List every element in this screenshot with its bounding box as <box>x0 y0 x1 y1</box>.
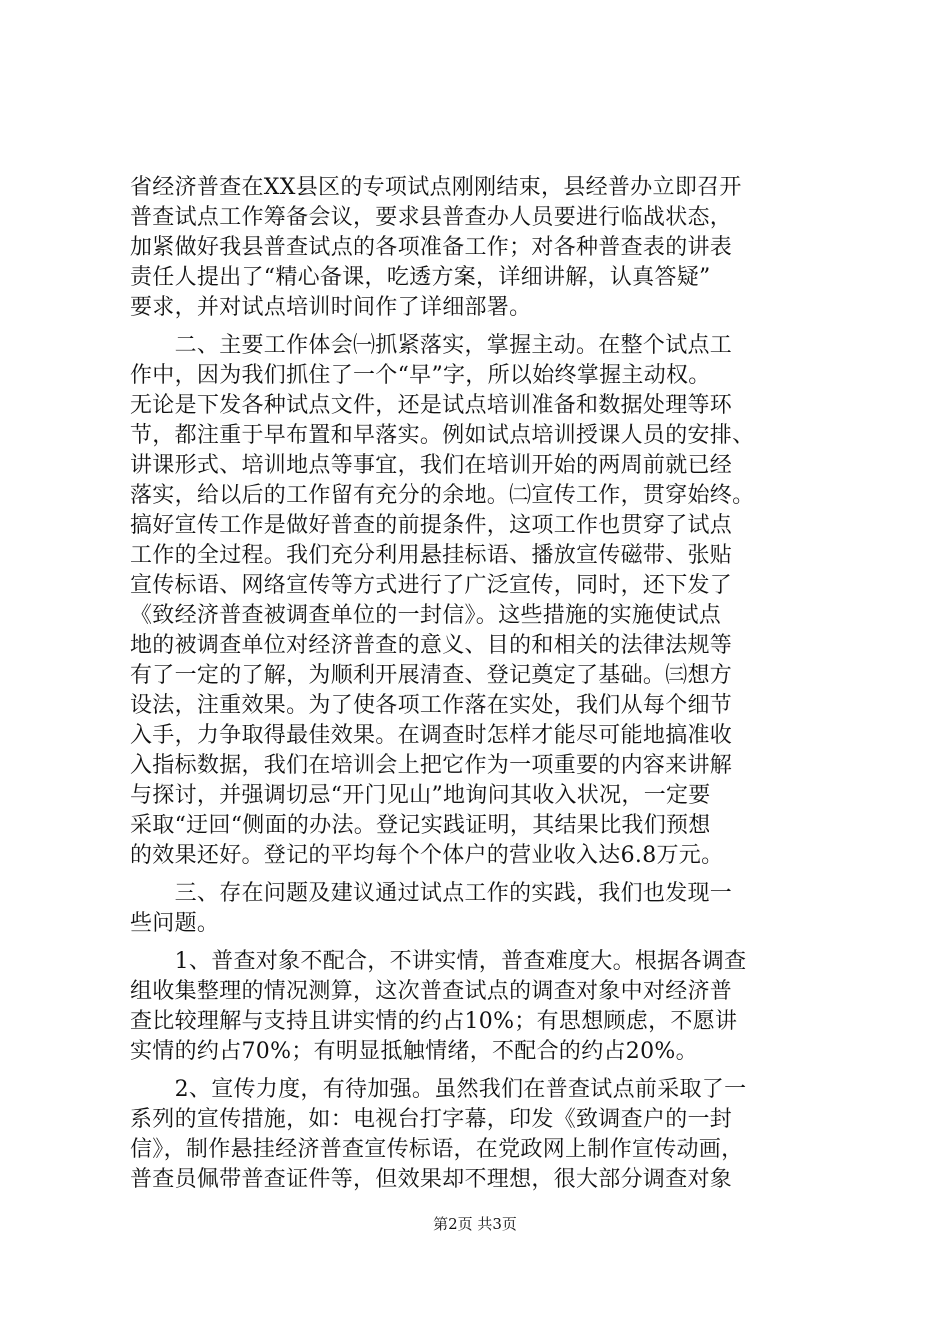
text-line: 要求，并对试点培训时间作了详细部署。 <box>130 295 532 320</box>
page-footer <box>0 1214 950 1234</box>
text-line: 责任人提出了“精心备课，吃透方案，详细讲解，认真答疑” <box>130 265 711 290</box>
text-line: 采取“迂回“侧面的办法。登记实践证明，其结果比我们预想 <box>130 813 711 838</box>
text-line: 二、主要工作体会㈠抓紧落实，掌握主动。在整个试点工 <box>130 333 733 358</box>
text-line: 《致经济普查被调查单位的一封信》。这些措施的实施使试点 <box>130 603 722 628</box>
text-line: 信》，制作悬挂经济普查宣传标语，在党政网上制作宣传动画， <box>130 1137 744 1162</box>
text-line: 省经济普查在XX县区的专项试点刚刚结束，县经普办立即召开 <box>130 175 742 200</box>
document-body <box>130 173 830 1195</box>
text-line: 无论是下发各种试点文件，还是试点培训准备和数据处理等环 <box>130 393 733 418</box>
text-line: 三、存在问题及建议通过试点工作的实践，我们也发现一 <box>130 881 733 906</box>
text-line: 有了一定的了解，为顺利开展清查、登记奠定了基础。㈢想方 <box>130 663 733 688</box>
text-line: 设法，注重效果。为了使各项工作落在实处，我们从每个细节 <box>130 693 733 718</box>
text-line: 工作的全过程。我们充分利用悬挂标语、播放宣传磁带、张贴 <box>130 543 733 568</box>
text-line: 查比较理解与支持且讲实情的约占10%；有思想顾虑，不愿讲 <box>130 1009 738 1034</box>
text-line: 普查员佩带普查证件等，但效果却不理想，很大部分调查对象 <box>130 1167 733 1192</box>
text-line: 作中，因为我们抓住了一个“早”字，所以始终掌握主动权。 <box>130 363 711 388</box>
text-line: 入指标数据，我们在培训会上把它作为一项重要的内容来讲解 <box>130 753 733 778</box>
text-line: 实情的约占70%；有明显抵触情绪，不配合的约占20%。 <box>130 1039 698 1064</box>
page-number: 第2页 共3页 <box>433 1215 517 1233</box>
text-line: 组收集整理的情况测算，这次普查试点的调查对象中对经济普 <box>130 979 733 1004</box>
text-line: 加紧做好我县普查试点的各项准备工作；对各种普查表的讲表 <box>130 235 733 260</box>
text-line: 宣传标语、网络宣传等方式进行了广泛宣传，同时，还下发了 <box>130 573 733 598</box>
text-line: 搞好宣传工作是做好普查的前提条件，这项工作也贯穿了试点 <box>130 513 733 538</box>
text-line: 些问题。 <box>130 911 220 936</box>
text-line: 系列的宣传措施，如：电视台打字幕，印发《致调查户的一封 <box>130 1107 733 1132</box>
text-line: 入手，力争取得最佳效果。在调查时怎样才能尽可能地搞准收 <box>130 723 733 748</box>
text-line: 1、普查对象不配合，不讲实情，普查难度大。根据各调查 <box>130 949 747 974</box>
text-line: 普查试点工作筹备会议，要求县普查办人员要进行临战状态， <box>130 205 733 230</box>
text-line: 落实，给以后的工作留有充分的余地。㈡宣传工作，贯穿始终。 <box>130 483 755 508</box>
text-line: 与探讨，并强调切忌“开门见山”地询问其收入状况，一定要 <box>130 783 711 808</box>
text-line: 节，都注重于早布置和早落实。例如试点培训授课人员的安排、 <box>130 423 755 448</box>
text-line: 的效果还好。登记的平均每个个体户的营业收入达6.8万元。 <box>130 843 724 868</box>
text-line: 地的被调查单位对经济普查的意义、目的和相关的法律法规等 <box>130 633 733 658</box>
text-line: 2、宣传力度，有待加强。虽然我们在普查试点前采取了一 <box>130 1077 747 1102</box>
text-line: 讲课形式、培训地点等事宜，我们在培训开始的两周前就已经 <box>130 453 733 478</box>
